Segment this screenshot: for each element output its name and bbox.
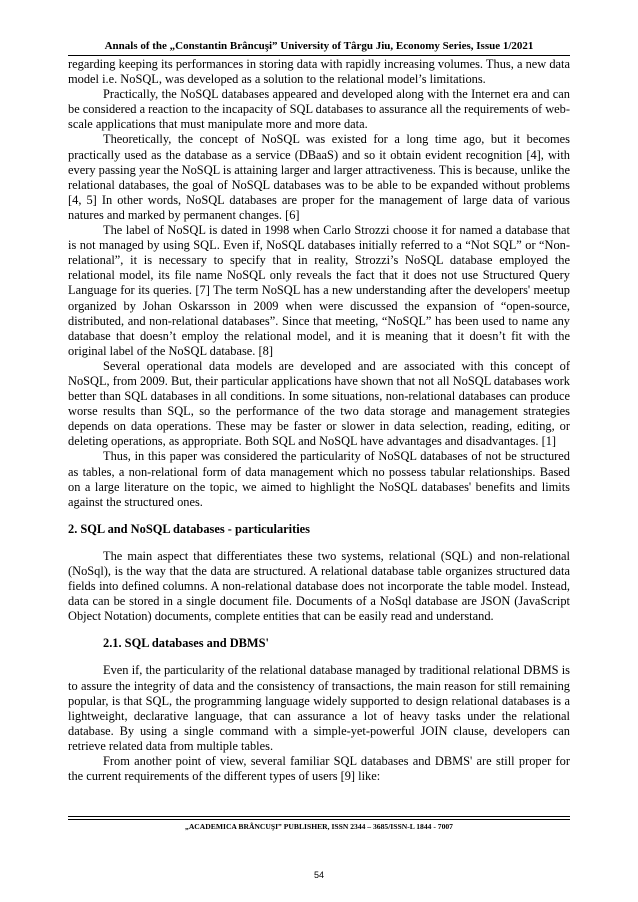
running-header: Annals of the „Constantin Brâncuşi” University of Târgu Jiu, Economy Series, Issue 1/2021: [104, 40, 534, 52]
article-body: [68, 57, 570, 784]
paragraph: The main aspect that differentiates these two systems, relational (SQL) and non-relational (NoSql), is the way that the data are structured. A relational database table organizes structured data fields into defined columns. A non-relational database does not incorporate the table model. Instead, data can be stored in a single document file. Documents of a NoSql database are JSON (JavaScript Object Notation) documents, complete entities that can be easily read and understand.: [68, 548, 570, 624]
paragraph: Theoretically, the concept of NoSQL was existed for a long time ago, but it becomes practically used as the database as a service (DBaaS) and so it obtain evident recognition [4], with every passing year the NoSQL is attaining larger and larger attractiveness. This is because, unlike the relational databases, the goal of NoSQL databases was to be able to be expanded without problems [4, 5] In other words, NoSQL databases are proper for the management of large data of various natures and marked by permanent changes. [6]: [68, 132, 570, 222]
paragraph: The label of NoSQL is dated in 1998 when Carlo Strozzi choose it for named a database that is not managed by using SQL. Even if, NoSQL databases initially referred to a “Not SQL” or “Non-relational”, it is necessary to specify that in reality, Strozzi’s NoSQL database employed the relational model, its file name NoSQL only reveals the fact that it does not use Structured Query Language for its queries. [7] The term NoSQL has a new understanding after the developers' meetup organized by Johan Oskarsson in 2009 when were discussed the expansion of “open-source, distributed, and non-relational databases”. Since that meeting, “NoSQL” has been used to name any database that doesn’t employ the relational model, and it is meaning that it doesn’t fit with the original label of the NoSQL database. [8]: [68, 223, 570, 358]
paragraph: Several operational data models are developed and are associated with this concept of NoSQL, from 2009. But, their particular applications have shown that not all NoSQL databases work better than SQL databases in all conditions. In some situations, non-relational databases can produce worse results than SQL, so the performance of the two data storage and management strategies depends on data operations. These may be faster or slower in data selection, reading, editing, or deleting operations, as appropriate. Both SQL and NoSQL have advantages and disadvantages. [1]: [68, 358, 570, 449]
paragraph-continued: regarding keeping its performances in storing data with rapidly increasing volumes. Thus, a new data model i.e. NoSQL, was developed as a solution to the relational model’s limitations.: [68, 57, 570, 87]
footer-rule-lower: [68, 819, 570, 820]
page-number: 54: [313, 870, 324, 880]
footer-rule-upper: [68, 816, 570, 817]
paragraph: Thus, in this paper was considered the particularity of NoSQL databases of not be structured as tables, a non-relational form of data management which no possess tabular relationships. Based on a large literature on the topic, we aimed to highlight the NoSQL databases' benefits and limits against the structured ones.: [68, 449, 570, 509]
section-heading-2: 2. SQL and NoSQL databases - particularities: [68, 521, 310, 536]
header-rule: [68, 55, 570, 56]
subsection-heading-2-1: 2.1. SQL databases and DBMS': [103, 636, 269, 651]
publisher-footer: „ACADEMICA BRÂNCUŞI” PUBLISHER, ISSN 2344 – 3685/ISSN-L 1844 - 7007: [185, 822, 453, 831]
paragraph: From another point of view, several familiar SQL databases and DBMS' are still proper for the current requirements of the different types of users [9] like:: [68, 754, 570, 784]
paragraph: Even if, the particularity of the relational database managed by traditional relational DBMS is to assure the integrity of data and the consistency of transactions, the main reason for still remaining popular, is that SQL, the programming language widely supported to design relational databases is a lightweight, declarative language, that can assurance a lot of heavy tasks under the relational database. By using a single command with a simple-yet-powerful JOIN clause, developers can retrieve related data from multiple tables.: [68, 663, 570, 753]
paragraph: Practically, the NoSQL databases appeared and developed along with the Internet era and can be considered a reaction to the incapacity of SQL databases to assurance all the requirements of web-scale applications that must manipulate more and more data.: [68, 87, 570, 132]
